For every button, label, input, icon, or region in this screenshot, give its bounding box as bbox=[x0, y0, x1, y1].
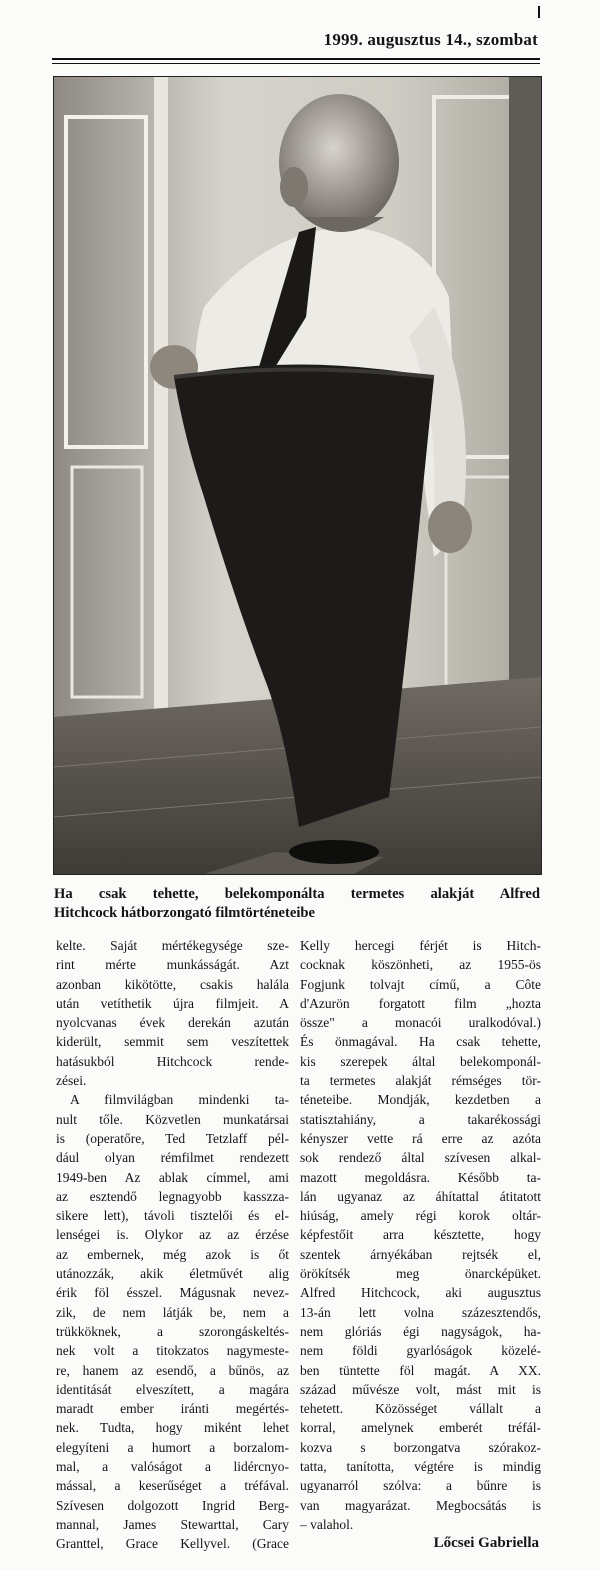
text-line: mazott megoldásra. Később ta- bbox=[300, 1169, 541, 1185]
text-line: zik, de nem látják be, nem a bbox=[56, 1304, 289, 1320]
text-line: nek volt a titokzatos nagymeste- bbox=[56, 1343, 289, 1359]
text-line: rint mérte munkásságát. Azt bbox=[56, 957, 289, 973]
text-line: mal, a valóságot a lidércnyo- bbox=[56, 1459, 289, 1475]
header-rule-thin bbox=[52, 63, 540, 64]
issue-date: 1999. augusztus 14., szombat bbox=[323, 30, 538, 49]
text-line: kiderült, semmit sem veszítettek bbox=[56, 1034, 289, 1050]
text-line: össze" a monacói uralkodóval.) bbox=[300, 1015, 541, 1031]
text-line: 1949-ben Az ablak címmel, ami bbox=[56, 1169, 289, 1185]
text-line: lenségei is. Olykor az az érzése bbox=[56, 1227, 289, 1243]
text-line: nult tőle. Közvetlen munkatársai bbox=[56, 1111, 289, 1127]
text-line: után vetíthetik újra filmjeit. A bbox=[56, 995, 289, 1011]
text-line: ugyanarról szólva: a bűnre is bbox=[300, 1478, 541, 1494]
text-line: nek. Tudta, hogy miként lehet bbox=[56, 1420, 289, 1436]
text-line: ben tüntette föl magát. A XX. bbox=[300, 1362, 541, 1378]
text-line: képfestőit arra késztette, hogy bbox=[300, 1227, 541, 1243]
text-line: sok rendező által szívesen alkal- bbox=[300, 1150, 541, 1166]
text-line: tehetett. Közösséget vállalt a bbox=[300, 1401, 541, 1417]
text-line: statisztahiány, a takarékossági bbox=[300, 1111, 541, 1127]
text-line: kozva s borzongatva szórakoz- bbox=[300, 1439, 541, 1455]
text-line: hiúság, amely régi korok oltár- bbox=[300, 1208, 541, 1224]
top-rule-tick bbox=[538, 6, 540, 18]
article-left-column bbox=[56, 936, 289, 1554]
text-line: dául olyan rémfilmet rendezett bbox=[56, 1150, 289, 1166]
text-line: hatásukból Hitchcock rende- bbox=[56, 1053, 289, 1069]
text-line: század művésze volt, mást mit is bbox=[300, 1381, 541, 1397]
text-line: Szívesen dolgozott Ingrid Berg- bbox=[56, 1497, 289, 1513]
text-line: tatta, tanította, végtére is mindig bbox=[300, 1459, 541, 1475]
text-line: A filmvilágban mindenki ta- bbox=[70, 1092, 289, 1108]
text-line: Alfred Hitchcock, aki augusztus bbox=[300, 1285, 541, 1301]
hitchcock-photo bbox=[53, 76, 542, 875]
text-line: van magyarázat. Megbocsátás is bbox=[300, 1497, 541, 1513]
text-line: ta termetes alakját rémséges tör- bbox=[300, 1073, 541, 1089]
text-line: szentek árnyékában rejtsék el, bbox=[300, 1246, 541, 1262]
text-line: nem glóriás égi nagyságok, ha- bbox=[300, 1323, 541, 1339]
text-line: érik föl ésszel. Mágusnak nevez- bbox=[56, 1285, 289, 1301]
author-signature: Lőcsei Gabriella bbox=[433, 1535, 539, 1551]
photo-caption bbox=[54, 885, 540, 923]
header-rule bbox=[52, 58, 540, 60]
text-line: re, hanem az esendő, a bűnös, az bbox=[56, 1362, 289, 1378]
text-line: maradt ember iránti megértés- bbox=[56, 1401, 289, 1417]
text-line: trükköknek, a szorongáskeltés- bbox=[56, 1323, 289, 1339]
text-line: az embernek, még azok is őt bbox=[56, 1246, 289, 1262]
text-line: utánozzák, akik életművét alig bbox=[56, 1266, 289, 1282]
text-line: azonban kikötötte, csakis halála bbox=[56, 976, 289, 992]
caption-line: Ha csak tehette, belekomponálta termetes alakját Alfred bbox=[54, 886, 540, 902]
text-line: téneteibe. Mondják, kezdetben a bbox=[300, 1092, 541, 1108]
text-line: – valahol. bbox=[300, 1516, 354, 1532]
text-line: sikere lett), távoli tisztelői és el- bbox=[56, 1208, 289, 1224]
text-line: nem földi gyarlóságok közelé- bbox=[300, 1343, 541, 1359]
text-line: az esztendő legnagyobb kasszza- bbox=[56, 1188, 289, 1204]
text-line: Granttel, Grace Kellyvel. (Grace bbox=[56, 1536, 289, 1552]
text-line: mással, a keserűséget a tréfával. bbox=[56, 1478, 289, 1494]
text-line: korral, amelynek emberét tréfál- bbox=[300, 1420, 541, 1436]
text-line: mannal, James Stewarttal, Cary bbox=[56, 1516, 289, 1532]
text-line: kényszer vette rá erre az azóta bbox=[300, 1130, 541, 1146]
text-line: 13-án lett volna százesztendős, bbox=[300, 1304, 541, 1320]
text-line: elegyíteni a humort a borzalom- bbox=[56, 1439, 289, 1455]
text-line: is (operatőre, Ted Tetzlaff pél- bbox=[56, 1130, 289, 1146]
text-line: nyolcvanas évek derekán azután bbox=[56, 1015, 289, 1031]
text-line: d'Azurön forgatott film „hozta bbox=[300, 995, 541, 1011]
text-line: kis szerepek által belekomponál- bbox=[300, 1053, 541, 1069]
text-line: Fogjunk tolvajt című, a Côte bbox=[300, 976, 541, 992]
text-line: Kelly hercegi férjét is Hitch- bbox=[300, 938, 541, 953]
photo-illustration bbox=[54, 77, 541, 874]
text-line: örökítsék meg önarcképüket. bbox=[300, 1266, 541, 1282]
text-line: identitását elveszített, a magára bbox=[56, 1381, 289, 1397]
text-line: zései. bbox=[56, 1073, 87, 1089]
article-right-column bbox=[300, 936, 541, 1534]
text-line: cocknak köszönheti, az 1955-ös bbox=[300, 957, 541, 973]
text-line: lán ugyanaz az áhítattal átitatott bbox=[300, 1188, 541, 1204]
caption-line: Hitchcock hátborzongató filmtörténeteibe bbox=[54, 905, 316, 921]
text-line: És önmagával. Ha csak tehette, bbox=[300, 1034, 541, 1050]
text-line: kelte. Saját mértékegysége sze- bbox=[56, 938, 289, 953]
